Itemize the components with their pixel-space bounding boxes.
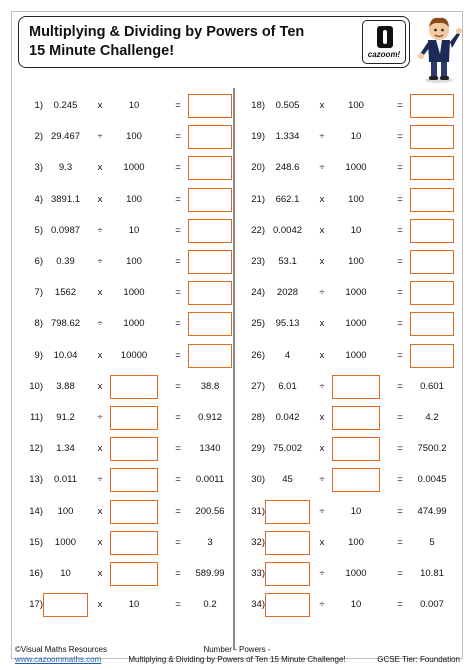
question-row <box>240 562 456 586</box>
result: 10.81 <box>420 568 444 579</box>
question-row <box>18 593 234 617</box>
question-number: 31) <box>251 505 265 517</box>
title-line-1: Multiplying & Dividing by Powers of Ten <box>29 24 305 40</box>
operand-b: 1000 <box>345 318 367 330</box>
operand-a: 1562 <box>54 287 77 299</box>
answer-box[interactable] <box>332 468 380 492</box>
operator: x <box>319 100 325 111</box>
operand-b: 10 <box>350 505 362 517</box>
operand-b: 1000 <box>123 287 145 299</box>
question-row <box>18 219 234 243</box>
question-number: 8) <box>34 318 43 330</box>
answer-box[interactable] <box>265 531 310 555</box>
operator: ÷ <box>319 568 325 579</box>
operand-a: 0.042 <box>275 412 300 423</box>
operand-a: 0.505 <box>275 100 300 111</box>
question-number: 17) <box>29 599 43 611</box>
operator: ÷ <box>319 599 325 611</box>
operator: x <box>97 536 103 548</box>
topic-line-2: Multiplying & Dividing by Powers of Ten 15 Minute Challenge! <box>128 655 346 664</box>
answer-box[interactable] <box>265 562 310 586</box>
answer-box[interactable] <box>332 375 380 399</box>
operand-b: 1000 <box>345 568 367 579</box>
operand-a: 1.334 <box>275 131 300 143</box>
equals-sign: = <box>175 505 181 517</box>
answer-box[interactable] <box>410 250 454 274</box>
equals-sign: = <box>397 224 403 236</box>
question-row <box>240 219 456 243</box>
result: 4.2 <box>425 412 439 423</box>
operator: ÷ <box>319 505 325 517</box>
answer-box[interactable] <box>188 312 232 336</box>
answer-box[interactable] <box>110 437 158 461</box>
website-link[interactable]: www.cazoommaths.com <box>15 655 102 664</box>
operand-b: 10 <box>350 131 362 143</box>
question-row <box>240 375 456 399</box>
operand-a: 10 <box>60 568 71 579</box>
operand-b: 100 <box>126 131 142 143</box>
question-number: 23) <box>251 256 265 267</box>
operand-b: 10 <box>350 599 362 611</box>
operand-a: 0.0987 <box>50 224 81 236</box>
worksheet-title <box>29 23 304 61</box>
question-row <box>18 562 234 586</box>
operator: ÷ <box>319 131 325 143</box>
question-row <box>18 437 234 461</box>
operand-b: 1000 <box>345 162 367 174</box>
result: 5 <box>429 536 435 548</box>
result: 0.0011 <box>195 474 225 486</box>
equals-sign: = <box>175 349 181 361</box>
equals-sign: = <box>397 131 403 143</box>
operator: ÷ <box>97 474 103 486</box>
result: 0.007 <box>420 599 444 611</box>
equals-sign: = <box>175 162 181 174</box>
operator: ÷ <box>97 412 103 423</box>
answer-box[interactable] <box>110 406 158 430</box>
answer-box[interactable] <box>188 219 232 243</box>
operator: x <box>97 380 103 392</box>
answer-box[interactable] <box>188 94 232 118</box>
tier-label: GCSE Tier: Foundation <box>377 655 460 664</box>
operand-a: 29.467 <box>50 131 81 143</box>
question-row <box>240 94 456 118</box>
equals-sign: = <box>397 536 403 548</box>
question-row <box>240 437 456 461</box>
operand-a: 1000 <box>54 536 77 548</box>
answer-box[interactable] <box>188 125 232 149</box>
question-row <box>18 375 234 399</box>
operand-a: 100 <box>57 505 74 517</box>
operand-b: 100 <box>348 256 364 267</box>
result: 7500.2 <box>417 443 447 455</box>
question-number: 18) <box>251 100 265 111</box>
footer-center <box>120 645 354 665</box>
operand-b: 10000 <box>120 349 148 361</box>
topic-line-1: Number - Powers - <box>203 645 271 654</box>
question-row <box>18 531 234 555</box>
answer-box[interactable] <box>188 344 232 368</box>
question-number: 16) <box>29 568 43 579</box>
question-row <box>240 188 456 212</box>
question-number: 15) <box>29 536 43 548</box>
question-number: 29) <box>251 443 265 455</box>
question-row <box>18 281 234 305</box>
operator: x <box>97 162 103 174</box>
operator: ÷ <box>97 256 103 267</box>
equals-sign: = <box>397 505 403 517</box>
equals-sign: = <box>397 474 403 486</box>
operand-b: 10 <box>350 224 362 236</box>
equals-sign: = <box>175 568 181 579</box>
question-row <box>18 250 234 274</box>
question-row <box>240 125 456 149</box>
operator: x <box>97 349 103 361</box>
operand-a: 9.3 <box>58 162 73 174</box>
question-row <box>18 94 234 118</box>
equals-sign: = <box>175 224 181 236</box>
question-row <box>240 593 456 617</box>
question-number: 14) <box>29 505 43 517</box>
equals-sign: = <box>397 599 403 611</box>
operand-a: 0.011 <box>53 474 78 486</box>
equals-sign: = <box>397 412 403 423</box>
question-number: 19) <box>251 131 265 143</box>
equals-sign: = <box>175 100 181 111</box>
answer-box[interactable] <box>410 219 454 243</box>
operator: x <box>319 536 325 548</box>
question-row <box>240 500 456 524</box>
result: 3 <box>207 536 213 548</box>
answer-box[interactable] <box>110 531 158 555</box>
operand-a: 3.88 <box>56 380 75 392</box>
copyright-text: ©Visual Maths Resources <box>15 645 108 654</box>
question-number: 20) <box>251 162 265 174</box>
question-number: 22) <box>251 224 265 236</box>
answer-box[interactable] <box>188 188 232 212</box>
operator: x <box>319 318 325 330</box>
question-row <box>18 344 234 368</box>
operator: ÷ <box>319 380 325 392</box>
question-number: 1) <box>34 100 43 111</box>
question-row <box>18 500 234 524</box>
equals-sign: = <box>175 536 181 548</box>
answer-box[interactable] <box>332 437 380 461</box>
equals-sign: = <box>175 256 181 267</box>
result: 0.912 <box>198 412 222 423</box>
answer-box[interactable] <box>188 281 232 305</box>
answer-box[interactable] <box>110 500 158 524</box>
equals-sign: = <box>175 380 181 392</box>
operand-a: 4 <box>284 349 291 361</box>
operand-b: 1000 <box>123 162 145 174</box>
operator: ÷ <box>97 224 103 236</box>
question-row <box>18 468 234 492</box>
operand-a: 95.13 <box>275 318 300 330</box>
mascot-illustration <box>416 14 462 84</box>
answer-box[interactable] <box>110 468 158 492</box>
equals-sign: = <box>397 349 403 361</box>
question-row <box>240 156 456 180</box>
question-row <box>18 188 234 212</box>
result: 200.56 <box>195 505 225 517</box>
operator: x <box>319 349 325 361</box>
question-number: 27) <box>251 380 265 392</box>
operand-b: 100 <box>348 100 364 111</box>
question-number: 10) <box>29 380 43 392</box>
question-number: 34) <box>251 599 265 611</box>
answer-box[interactable] <box>110 562 158 586</box>
answer-box[interactable] <box>265 500 310 524</box>
equals-sign: = <box>397 193 403 205</box>
equals-sign: = <box>175 474 181 486</box>
operand-b: 10 <box>128 224 140 236</box>
question-number: 25) <box>251 318 265 330</box>
question-number: 4) <box>34 193 43 205</box>
equals-sign: = <box>397 318 403 330</box>
operator: ÷ <box>319 287 325 299</box>
logo-text: cazoom! <box>367 50 401 59</box>
equals-sign: = <box>397 256 403 267</box>
operand-b: 1000 <box>345 287 367 299</box>
equals-sign: = <box>397 443 403 455</box>
title-box <box>18 16 410 68</box>
equals-sign: = <box>397 568 403 579</box>
operand-a: 798.62 <box>50 318 81 330</box>
operand-a: 6.01 <box>278 380 297 392</box>
answer-box[interactable] <box>410 125 454 149</box>
question-row <box>18 312 234 336</box>
question-row <box>240 406 456 430</box>
result: 1340 <box>199 443 221 455</box>
question-row <box>18 125 234 149</box>
equals-sign: = <box>175 443 181 455</box>
question-row <box>240 468 456 492</box>
operand-a: 0.39 <box>56 256 75 267</box>
equals-sign: = <box>175 287 181 299</box>
question-number: 11) <box>29 412 43 423</box>
operand-a: 10.04 <box>53 349 78 361</box>
question-row <box>240 531 456 555</box>
operand-b: 100 <box>126 256 142 267</box>
operand-b: 1000 <box>345 349 367 361</box>
operand-b: 10 <box>128 100 140 111</box>
operand-a: 53.1 <box>278 256 297 267</box>
question-number: 24) <box>251 287 265 299</box>
operator: x <box>319 412 325 423</box>
result: 474.99 <box>417 505 447 517</box>
question-row <box>240 344 456 368</box>
answer-box[interactable] <box>188 250 232 274</box>
operator: x <box>319 224 325 236</box>
operator: x <box>97 100 103 111</box>
operand-a: 248.6 <box>275 162 300 174</box>
question-row <box>240 281 456 305</box>
operator: x <box>319 443 325 455</box>
operator: x <box>319 193 325 205</box>
operand-b: 100 <box>348 193 364 205</box>
operand-b: 100 <box>126 193 142 205</box>
answer-box[interactable] <box>188 156 232 180</box>
answer-box[interactable] <box>410 94 454 118</box>
operand-b: 100 <box>348 536 364 548</box>
title-line-2: 15 Minute Challenge! <box>29 43 175 59</box>
equals-sign: = <box>175 193 181 205</box>
answer-box[interactable] <box>265 593 310 617</box>
question-number: 30) <box>251 474 265 486</box>
footer-left <box>15 645 107 665</box>
operator: ÷ <box>319 474 325 486</box>
question-row <box>240 250 456 274</box>
question-number: 33) <box>251 568 265 579</box>
operand-a: 91.2 <box>56 412 75 423</box>
question-number: 21) <box>251 193 265 205</box>
equals-sign: = <box>397 162 403 174</box>
answer-box[interactable] <box>43 593 88 617</box>
operator: x <box>97 287 103 299</box>
question-number: 7) <box>34 287 43 299</box>
question-row <box>18 406 234 430</box>
operator: x <box>97 505 103 517</box>
footer <box>0 645 474 670</box>
answer-box[interactable] <box>110 375 158 399</box>
question-number: 3) <box>34 162 43 174</box>
question-number: 28) <box>251 412 265 423</box>
question-number: 26) <box>251 349 265 361</box>
operand-a: 45 <box>282 474 293 486</box>
cazoom-logo-mark-icon <box>377 26 393 48</box>
operand-b: 10 <box>128 599 140 611</box>
operand-a: 0.0042 <box>272 224 303 236</box>
question-number: 13) <box>29 474 43 486</box>
equals-sign: = <box>175 131 181 143</box>
question-number: 6) <box>34 256 43 267</box>
equals-sign: = <box>397 380 403 392</box>
operator: x <box>97 193 103 205</box>
answer-box[interactable] <box>410 188 454 212</box>
answer-box[interactable] <box>410 312 454 336</box>
operator: ÷ <box>97 131 103 143</box>
answer-box[interactable] <box>332 406 380 430</box>
question-row <box>240 312 456 336</box>
question-number: 12) <box>29 443 43 455</box>
operand-a: 0.245 <box>53 100 78 111</box>
operator: x <box>97 443 103 455</box>
operand-a: 75.002 <box>272 443 303 455</box>
operand-a: 1.34 <box>56 443 75 455</box>
equals-sign: = <box>175 318 181 330</box>
equals-sign: = <box>397 287 403 299</box>
question-number: 5) <box>34 224 43 236</box>
equals-sign: = <box>397 100 403 111</box>
result: 0.2 <box>203 599 217 611</box>
operand-a: 2028 <box>276 287 299 299</box>
answer-box[interactable] <box>410 156 454 180</box>
question-number: 2) <box>34 131 43 143</box>
operator: ÷ <box>319 162 325 174</box>
operator: x <box>97 568 103 579</box>
operand-b: 1000 <box>123 318 145 330</box>
question-number: 32) <box>251 536 265 548</box>
operand-a: 3891.1 <box>50 193 81 205</box>
operand-a: 662.1 <box>275 193 300 205</box>
result: 38.8 <box>200 380 220 392</box>
equals-sign: = <box>175 599 181 611</box>
cazoom-logo <box>362 20 406 64</box>
question-number: 9) <box>34 349 43 361</box>
equals-sign: = <box>175 412 181 423</box>
operator: x <box>319 256 325 267</box>
operator: ÷ <box>97 318 103 330</box>
result: 0.0045 <box>417 474 447 486</box>
question-row <box>18 156 234 180</box>
answer-box[interactable] <box>410 344 454 368</box>
result: 589.99 <box>195 568 225 579</box>
operator: x <box>97 599 103 611</box>
result: 0.601 <box>420 380 444 392</box>
answer-box[interactable] <box>410 281 454 305</box>
